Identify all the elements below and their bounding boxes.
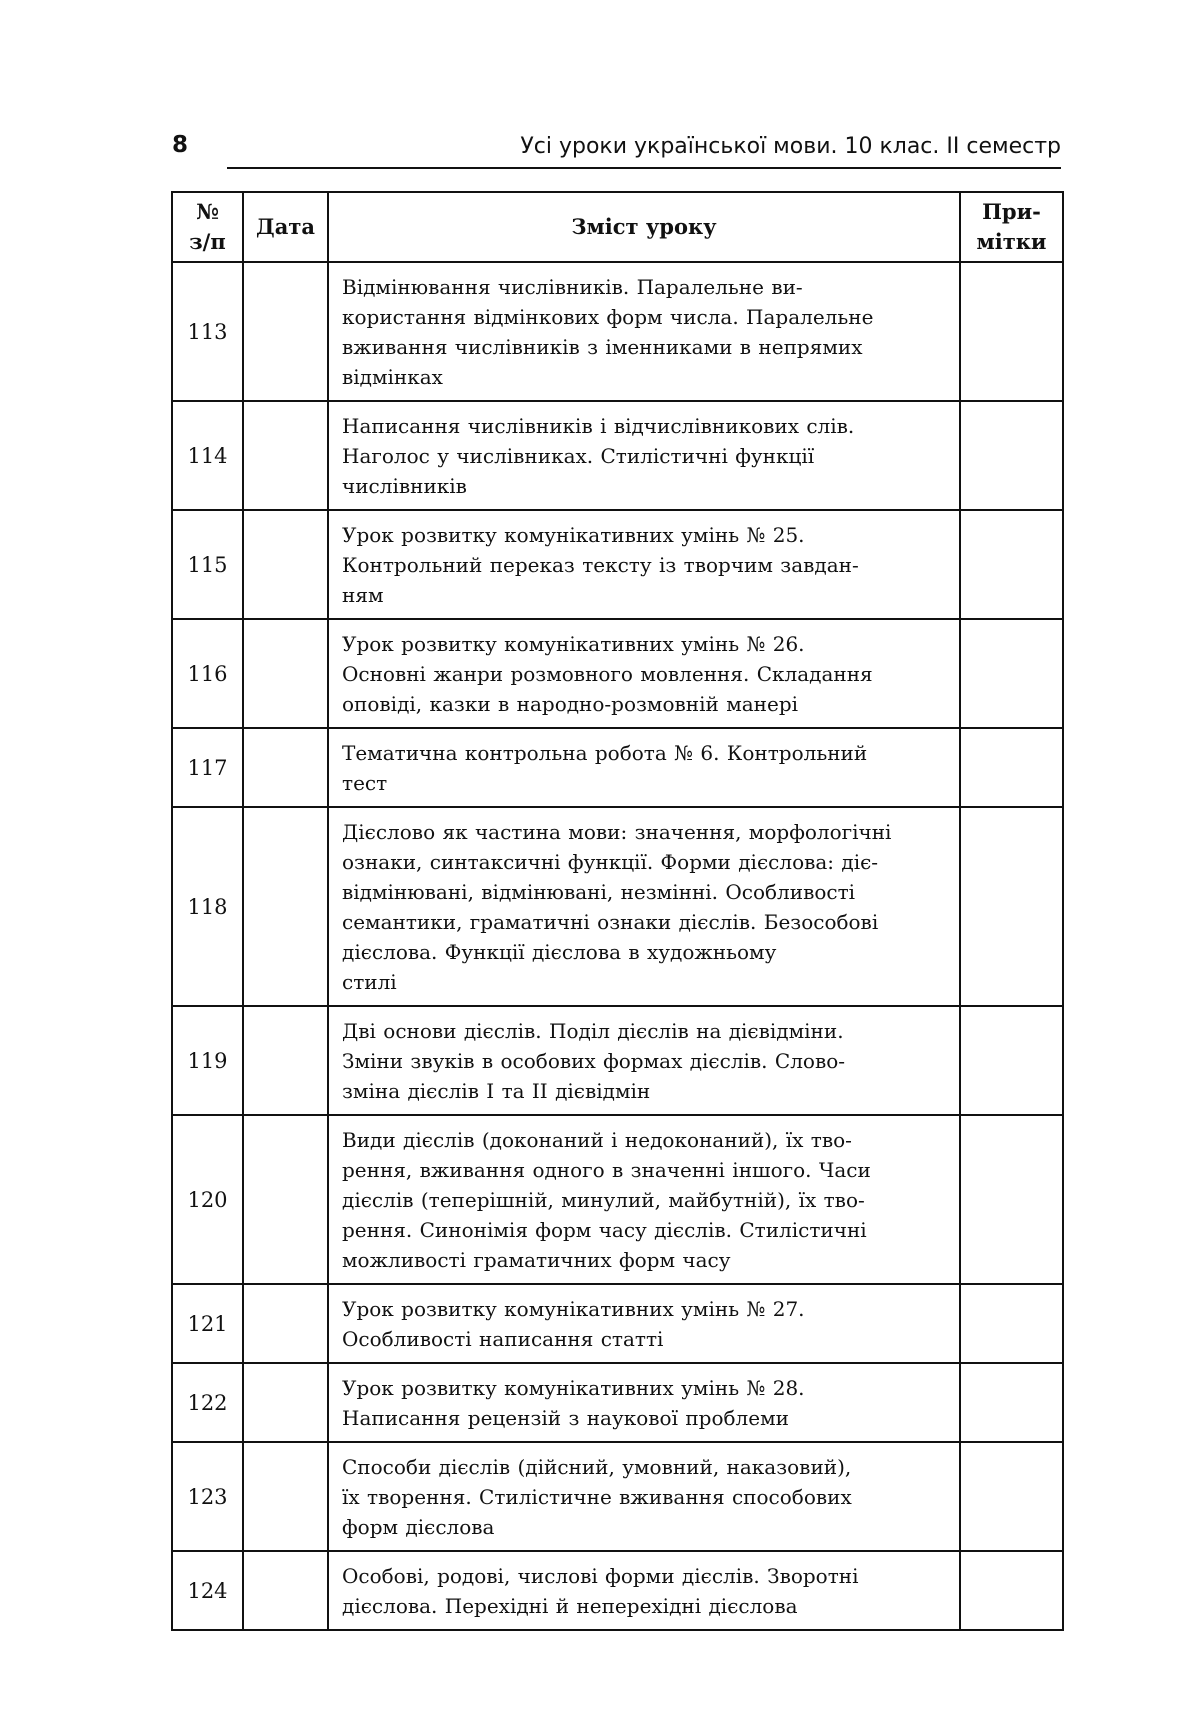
lesson-date-cell bbox=[243, 401, 328, 510]
lesson-number: 118 bbox=[172, 807, 243, 1006]
lesson-date-cell bbox=[243, 510, 328, 619]
column-header-content: Зміст уроку bbox=[328, 192, 960, 262]
lesson-notes-cell bbox=[960, 1551, 1063, 1630]
lesson-content: Урок розвитку комунікативних умінь № 26. Основні жанри розмовного мовлення. Складання оповіді, казки в народно-розмовній манері bbox=[328, 619, 960, 728]
page-number: 8 bbox=[172, 132, 189, 158]
column-header-date: Дата bbox=[243, 192, 328, 262]
table-row bbox=[172, 619, 1063, 728]
lesson-notes-cell bbox=[960, 1006, 1063, 1115]
lesson-date-cell bbox=[243, 262, 328, 401]
lesson-number: 124 bbox=[172, 1551, 243, 1630]
lesson-number: 116 bbox=[172, 619, 243, 728]
lesson-content: Особові, родові, числові форми дієслів. Зворотні дієслова. Перехідні й неперехідні дієслова bbox=[328, 1551, 960, 1630]
lesson-number: 113 bbox=[172, 262, 243, 401]
lesson-date-cell bbox=[243, 1363, 328, 1442]
lesson-notes-cell bbox=[960, 1442, 1063, 1551]
table-row bbox=[172, 728, 1063, 807]
table-row bbox=[172, 1551, 1063, 1630]
lesson-notes-cell bbox=[960, 510, 1063, 619]
lesson-rows bbox=[172, 262, 1063, 1630]
running-title: Усі уроки української мови. 10 клас. ІІ семестр bbox=[520, 134, 1061, 159]
lesson-notes-cell bbox=[960, 401, 1063, 510]
lesson-notes-cell bbox=[960, 728, 1063, 807]
lesson-date-cell bbox=[243, 1006, 328, 1115]
lesson-number: 119 bbox=[172, 1006, 243, 1115]
table-row bbox=[172, 510, 1063, 619]
lesson-table bbox=[171, 191, 1064, 1631]
table-header-row bbox=[172, 192, 1063, 262]
lesson-content: Урок розвитку комунікативних умінь № 27. Особливості написання статті bbox=[328, 1284, 960, 1363]
lesson-date-cell bbox=[243, 619, 328, 728]
lesson-number: 121 bbox=[172, 1284, 243, 1363]
lesson-date-cell bbox=[243, 807, 328, 1006]
lesson-date-cell bbox=[243, 1284, 328, 1363]
table-row bbox=[172, 401, 1063, 510]
table-row bbox=[172, 1442, 1063, 1551]
lesson-content: Урок розвитку комунікативних умінь № 28. Написання рецензій з наукової проблеми bbox=[328, 1363, 960, 1442]
lesson-notes-cell bbox=[960, 619, 1063, 728]
lesson-notes-cell bbox=[960, 807, 1063, 1006]
lesson-notes-cell bbox=[960, 1284, 1063, 1363]
lesson-date-cell bbox=[243, 728, 328, 807]
lesson-content: Способи дієслів (дійсний, умовний, наказовий), їх творення. Стилістичне вживання способових форм дієслова bbox=[328, 1442, 960, 1551]
lesson-notes-cell bbox=[960, 1115, 1063, 1284]
table-row bbox=[172, 807, 1063, 1006]
lesson-content: Написання числівників і відчислівникових слів. Наголос у числівниках. Стилістичні функції числівників bbox=[328, 401, 960, 510]
lesson-content: Урок розвитку комунікативних умінь № 25. Контрольний переказ тексту із творчим завдан- ням bbox=[328, 510, 960, 619]
lesson-number: 122 bbox=[172, 1363, 243, 1442]
lesson-notes-cell bbox=[960, 1363, 1063, 1442]
lesson-number: 114 bbox=[172, 401, 243, 510]
table-row bbox=[172, 1363, 1063, 1442]
lesson-content: Дві основи дієслів. Поділ дієслів на дієвідміни. Зміни звуків в особових формах дієслів. Слово- зміна дієслів І та ІІ дієвідмін bbox=[328, 1006, 960, 1115]
column-header-notes: При- мітки bbox=[960, 192, 1063, 262]
table-row bbox=[172, 262, 1063, 401]
lesson-number: 120 bbox=[172, 1115, 243, 1284]
lesson-content: Тематична контрольна робота № 6. Контрольний тест bbox=[328, 728, 960, 807]
lesson-content: Дієслово як частина мови: значення, морфологічні ознаки, синтаксичні функції. Форми дієслова: діє- відмінювані, відмінювані, незмінні. Особливості семантики, граматичні ознаки дієслів. Безособові дієслова. Функції дієслова в художньому стилі bbox=[328, 807, 960, 1006]
lesson-date-cell bbox=[243, 1551, 328, 1630]
lesson-date-cell bbox=[243, 1442, 328, 1551]
table-row bbox=[172, 1115, 1063, 1284]
header-rule bbox=[227, 167, 1061, 169]
lesson-content: Види дієслів (доконаний і недоконаний), їх тво- рення, вживання одного в значенні іншого. Часи дієслів (теперішній, минулий, майбутній), їх тво- рення. Синонімія форм часу дієслів. Стилістичні можливості граматичних форм часу bbox=[328, 1115, 960, 1284]
lesson-number: 123 bbox=[172, 1442, 243, 1551]
lesson-content: Відмінювання числівників. Паралельне ви- користання відмінкових форм числа. Паралельне вживання числівників з іменниками в непрямих відмінках bbox=[328, 262, 960, 401]
table-row bbox=[172, 1284, 1063, 1363]
lesson-notes-cell bbox=[960, 262, 1063, 401]
lesson-date-cell bbox=[243, 1115, 328, 1284]
lesson-number: 117 bbox=[172, 728, 243, 807]
column-header-number: № з/п bbox=[172, 192, 243, 262]
lesson-number: 115 bbox=[172, 510, 243, 619]
table-row bbox=[172, 1006, 1063, 1115]
